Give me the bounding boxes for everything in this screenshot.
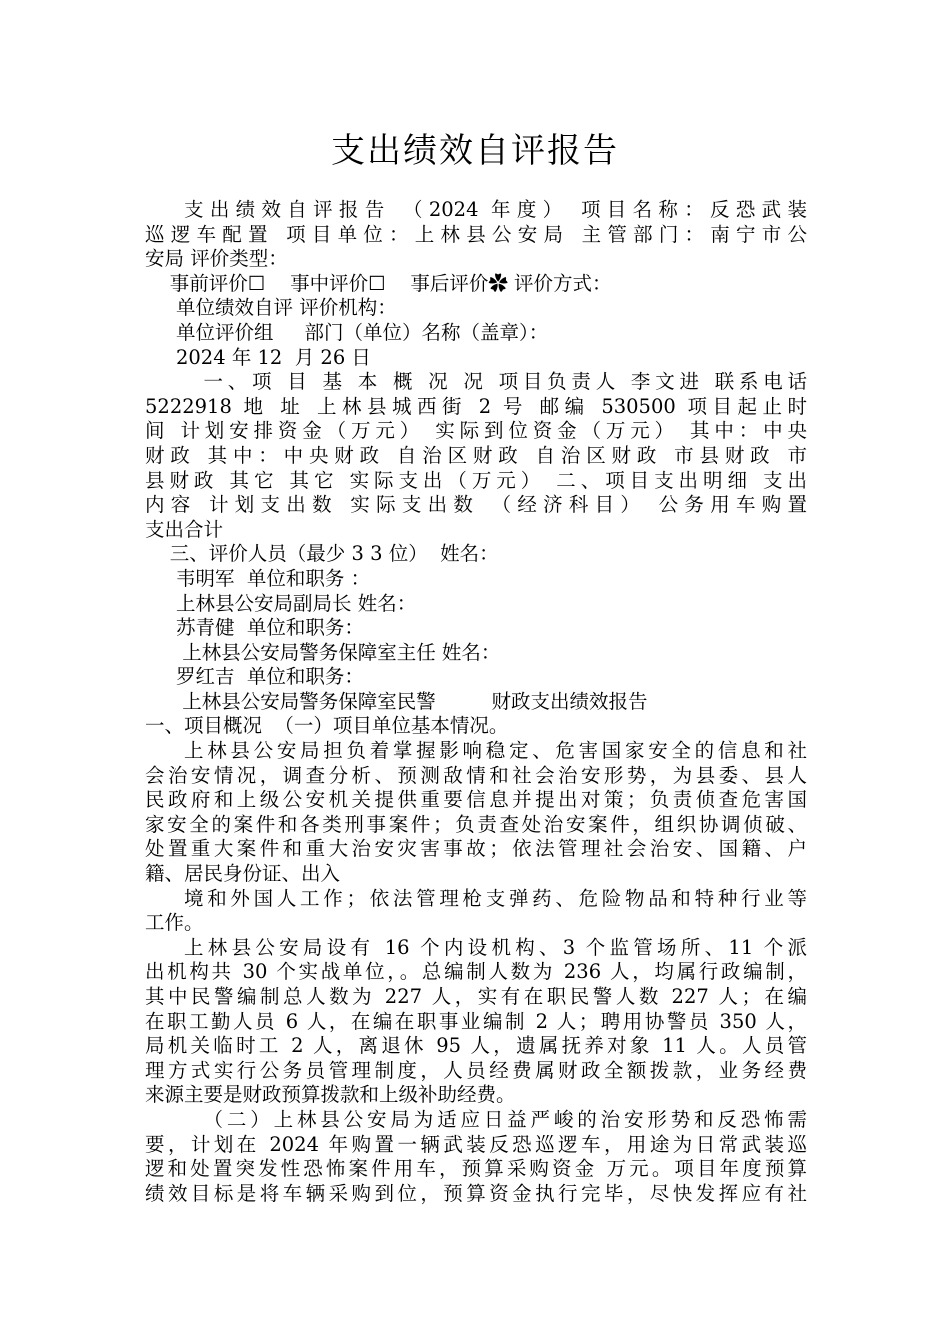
document-line: 事前评价☐ 事中评价☐ 事后评价✿ 评价方式： [145, 271, 612, 295]
document-title: 支出绩效自评报告 [331, 131, 619, 171]
document-line: 苏青健 单位和职务： [145, 616, 364, 640]
document-line: 处置重大案件和重大治安灾害事故；依法管理社会治安、国籍、户 [145, 837, 807, 861]
document-line: 一、项目概况 （一）项目单位基本情况。 [145, 714, 509, 738]
document-line: 出机构共 30 个实战单位，。总编制人数为 236 人，均属行政编制， [145, 960, 807, 984]
document-line: （二）上林县公安局为适应日益严峻的治安形势和反恐怖需 [203, 1107, 807, 1131]
document-line: 上林县公安局警务保障室民警 财政支出绩效报告 [145, 689, 648, 713]
document-line: 上林县公安局副局长 姓名： [145, 591, 417, 615]
document-line: 工作。 [145, 911, 204, 935]
document-line: 单位绩效自评 评价机构： [145, 296, 397, 320]
document-line: 巡逻车配置 项目单位：上林县公安局 主管部门：南宁市公 [145, 222, 807, 246]
document-line: 支出绩效自评报告 （2024 年度） 项目名称：反恐武装 [184, 198, 807, 221]
document-line: 上林县公安局警务保障室主任 姓名： [145, 640, 501, 664]
document-line: 上林县公安局担负着掌握影响稳定、危害国家安全的信息和社 [184, 739, 807, 763]
document-line: 单位评价组 部门（单位）名称（盖章）： [145, 320, 549, 344]
document-line: 韦明军 单位和职务 ： [145, 566, 371, 590]
document-line: 局机关临时工 2 人，离退休 95 人，遗属抚养对象 11 人。人员管 [145, 1034, 807, 1058]
document-line: 籍、居民身份证、出入 [145, 862, 341, 886]
document-line: 理方式实行公务员管理制度，人员经费属财政全额拨款，业务经费 [145, 1058, 807, 1082]
document-line: 要，计划在 2024 年购置一辆武装反恐巡逻车，用途为日常武装巡 [145, 1132, 807, 1156]
document-line: 内容 计划支出数 实际支出数 （经济科目） 公务用车购置 [145, 493, 807, 517]
document-line: 民政府和上级公安机关提供重要信息并提出对策；负责侦查危害国 [145, 788, 807, 812]
document-line: 家安全的案件和各类刑事案件；负责查处治安案件，组织协调侦破、 [145, 812, 807, 836]
document-line: 支出合计 [145, 517, 224, 541]
document-body [145, 198, 807, 1206]
document-line: 在职工勤人员 6 人，在编在职事业编制 2 人；聘用协警员 350 人， [145, 1009, 807, 1033]
document-line: 财政 其中：中央财政 自治区财政 自治区财政 市县财政 市 [145, 443, 807, 467]
document-line: 安局 评价类型： [145, 247, 288, 271]
document-line: 逻和处置突发性恐怖案件用车，预算采购资金 万元。项目年度预算 [145, 1157, 807, 1181]
document-line: 2024 年 12 月 26 日 [145, 345, 371, 369]
document-line: 一、项 目 基 本 概 况 况 项目负责人 李文进 联系电话 [203, 370, 807, 394]
document-line: 5222918 地 址 上林县城西街 2 号 邮编 530500 项目起止时 [145, 394, 807, 418]
document-line: 间 计划安排资金（万元） 实际到位资金（万元） 其中：中央 [145, 419, 807, 443]
document-line: 绩效目标是将车辆采购到位，预算资金执行完毕，尽快发挥应有社 [145, 1181, 807, 1205]
document-line: 境和外国人工作；依法管理枪支弹药、危险物品和特种行业等 [184, 886, 807, 910]
document-line: 县财政 其它 其它 实际支出（万元） 二、项目支出明细 支出 [145, 468, 807, 492]
document-line: 三、评价人员（最少 3 3 位） 姓名： [145, 542, 499, 566]
document-line: 其中民警编制总人数为 227 人，实有在职民警人数 227 人；在编 [145, 985, 807, 1008]
document-line: 上林县公安局设有 16 个内设机构、3 个监管场所、11 个派 [184, 935, 807, 959]
document-line: 来源主要是财政预算拨款和上级补助经费。 [145, 1083, 516, 1107]
document-line: 罗红吉 单位和职务： [145, 665, 364, 689]
document-line: 会治安情况，调查分析、预测敌情和社会治安形势，为县委、县人 [145, 763, 807, 787]
